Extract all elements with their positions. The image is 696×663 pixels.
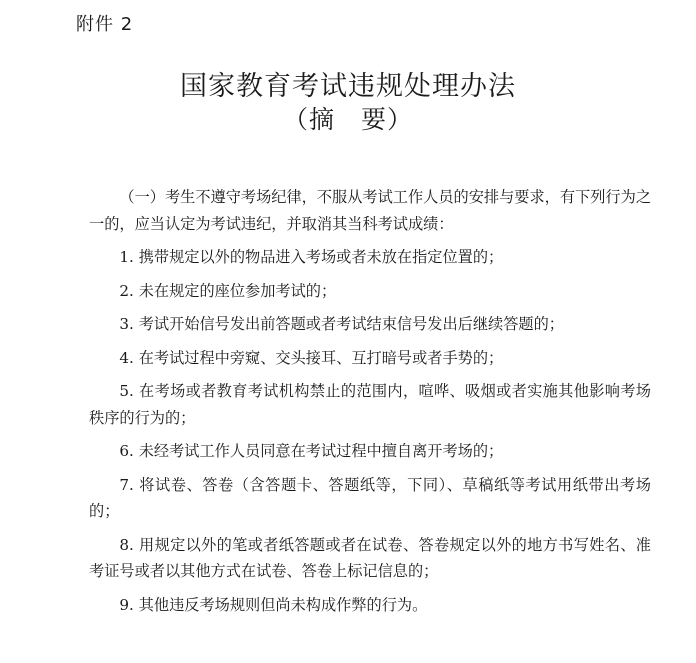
document-title: 国家教育考试违规处理办法 [180,71,516,102]
document-subtitle: （摘 要） [282,105,413,134]
rule-item-9: 9. 其他违反考场规则但尚未构成作弊的行为。 [119,595,428,614]
rule-item-1: 1. 携带规定以外的物品进入考场或者未放在指定位置的； [119,248,504,266]
document-body [89,184,651,618]
rule-item-5: 5. 在考场或者教育考试机构禁止的范围内，喧哗、吸烟或者实施其他影响考场秩序的行为的； [89,382,651,427]
rule-item-2: 2. 未在规定的座位参加考试的； [119,281,337,300]
rule-item-8: 8. 用规定以外的笔或者纸答题或者在试卷、答卷规定以外的地方书写姓名、准考证号或者以其他方式在试卷、答卷上标记信息的； [89,535,651,580]
rule-item-6: 6. 未经考试工作人员同意在考试过程中擅自离开考场的； [119,442,504,460]
rule-item-3: 3. 考试开始信号发出前答题或者考试结束信号发出后继续答题的； [119,315,564,333]
intro-paragraph: （一）考生不遵守考场纪律，不服从考试工作人员的安排与要求，有下列行为之一的，应当认定为考试违纪，并取消其当科考试成绩： [89,188,651,233]
rule-item-4: 4. 在考试过程中旁窥、交头接耳、互打暗号或者手势的； [119,348,504,367]
rule-item-7: 7. 将试卷、答卷（含答题卡、答题纸等，下同）、草稿纸等考试用纸带出考场的； [89,475,651,520]
attachment-label: 附件 2 [76,14,134,35]
